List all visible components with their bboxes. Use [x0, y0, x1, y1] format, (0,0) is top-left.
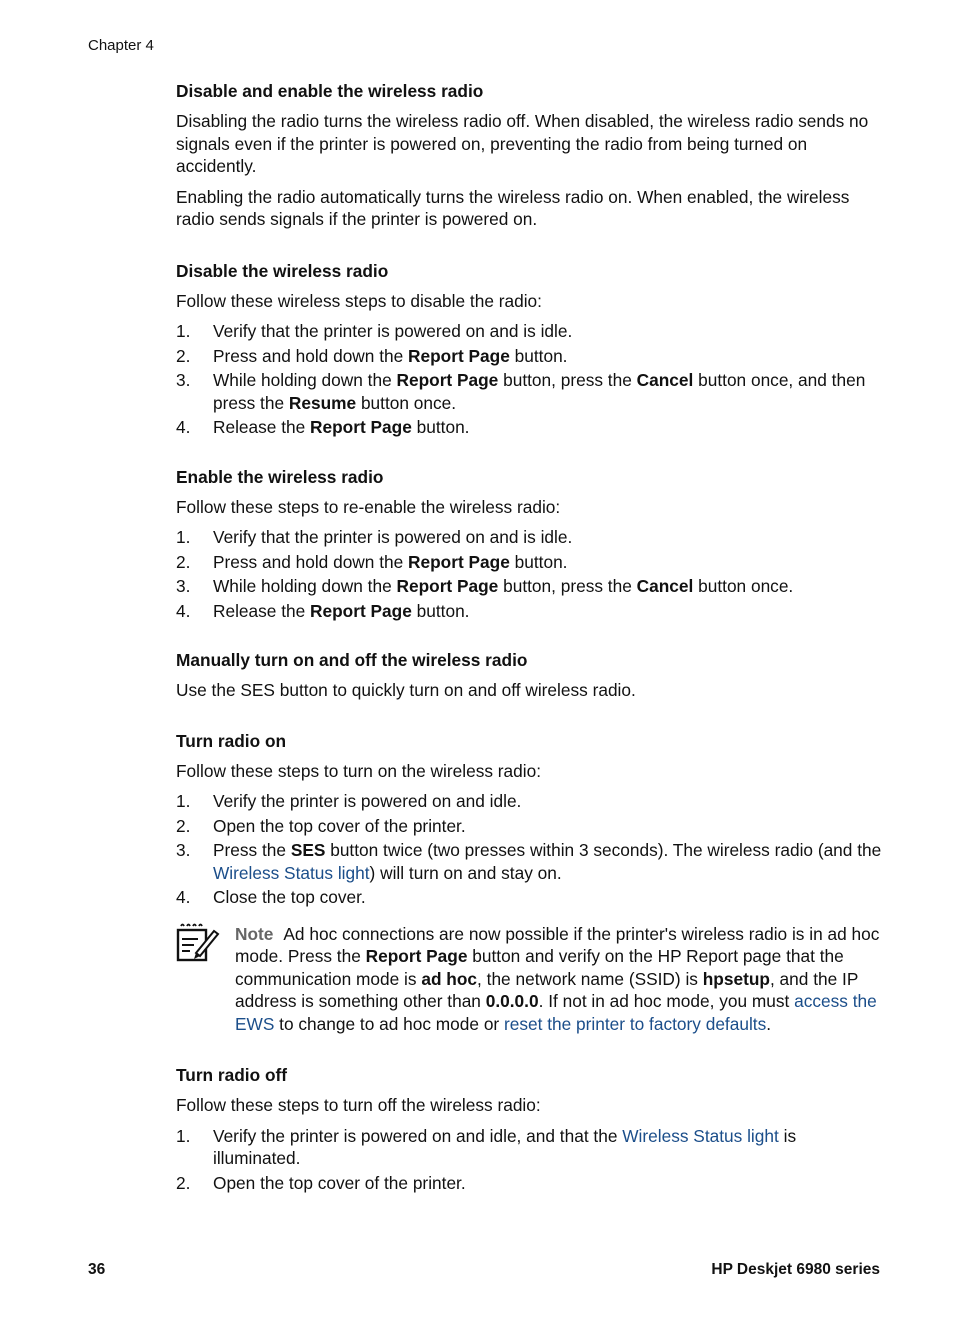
list-item: 3. While holding down the Report Page button, press the Cancel button once, and then press the Resume button once. [176, 370, 866, 413]
steps-list [176, 526, 886, 622]
paragraph: Follow these steps to turn on the wireless radio: [176, 760, 542, 781]
wireless-status-light-link[interactable]: Wireless Status light [213, 862, 370, 883]
section-title-manual: Manually turn on and off the wireless radio [176, 650, 528, 670]
step-number: 4. [176, 887, 191, 907]
step-number: 4. [176, 417, 191, 437]
steps-list [176, 1125, 886, 1195]
page-number: 36 [88, 1261, 106, 1278]
section-title-turn-off: Turn radio off [176, 1065, 288, 1085]
note-icon [176, 923, 220, 963]
paragraph: Enabling the radio automatically turns the wireless radio on. When enabled, the wireless radio sends signals if the printer is powered on. [176, 186, 850, 229]
product-name: HP Deskjet 6980 series [711, 1261, 880, 1278]
list-item: 3. While holding down the Report Page button, press the Cancel button once. [176, 576, 794, 596]
list-item: 1. Verify that the printer is powered on and is idle. [176, 321, 573, 341]
note-label: Note [235, 923, 274, 944]
list-item: 1. Verify the printer is powered on and idle. [176, 791, 522, 811]
step-number: 2. [176, 1172, 191, 1193]
reset-factory-defaults-link[interactable]: reset the printer to factory defaults [504, 1013, 767, 1034]
paragraph: Disabling the radio turns the wireless radio off. When disabled, the wireless radio sends no signals even if the printer is powered on, preventing the radio from being turned on accidently. [176, 111, 869, 176]
step-number: 2. [176, 815, 191, 836]
section-title-turn-on: Turn radio on [176, 730, 287, 751]
steps-list [176, 320, 886, 439]
section-title-enable: Enable the wireless radio [176, 466, 384, 487]
list-item: 4. Release the Report Page button. [176, 417, 470, 437]
paragraph: Follow these wireless steps to disable the radio: [176, 290, 542, 311]
list-item: 2. Press and hold down the Report Page button. [176, 551, 568, 572]
list-item: 1. Verify that the printer is powered on and is idle. [176, 527, 573, 547]
page-content [176, 80, 886, 1196]
access-ews-link[interactable]: access the EWS [235, 991, 877, 1034]
step-number: 4. [176, 600, 191, 621]
section-title-disable: Disable the wireless radio [176, 260, 389, 281]
list-item: 2. Press and hold down the Report Page button. [176, 345, 568, 366]
list-item: 2. Open the top cover of the printer. [176, 1172, 466, 1193]
step-number: 2. [176, 551, 191, 572]
paragraph: Use the SES button to quickly turn on and off wireless radio. [176, 680, 636, 700]
list-item: 4. Release the Report Page button. [176, 600, 470, 621]
list-item: 3. Press the SES button twice (two presses within 3 seconds). The wireless radio (and the Wireless Status light) will turn on and stay on. [176, 840, 882, 883]
step-number: 1. [176, 791, 191, 811]
step-number: 1. [176, 1125, 191, 1146]
paragraph: Follow these steps to re-enable the wireless radio: [176, 496, 561, 517]
chapter-label: Chapter 4 [88, 37, 154, 54]
step-number: 2. [176, 345, 191, 366]
steps-list [176, 790, 886, 909]
step-number: 1. [176, 321, 191, 341]
list-item: 1. Verify the printer is powered on and idle, and that the Wireless Status light is illuminated. [176, 1125, 797, 1168]
list-item: 2. Open the top cover of the printer. [176, 815, 466, 836]
step-number: 3. [176, 840, 191, 860]
note-box: Note Ad hoc connections are now possible if the printer's wireless radio is in ad hoc mode. Press the Report Page button and verify on the HP Report page that the communication mode is ad hoc, the network name (SSID) is hpsetup, and the IP address is something other than 0.0.0.0. If not in ad hoc mode, you must access the EWS to change to ad hoc mode or reset the printer to factory defaults. [176, 923, 886, 1036]
step-number: 3. [176, 370, 191, 390]
section-title-disable-enable: Disable and enable the wireless radio [176, 81, 484, 101]
wireless-status-light-link[interactable]: Wireless Status light [622, 1125, 779, 1146]
step-number: 1. [176, 527, 191, 547]
list-item: 4. Close the top cover. [176, 887, 366, 907]
paragraph: Follow these steps to turn off the wireless radio: [176, 1095, 541, 1115]
step-number: 3. [176, 576, 191, 596]
